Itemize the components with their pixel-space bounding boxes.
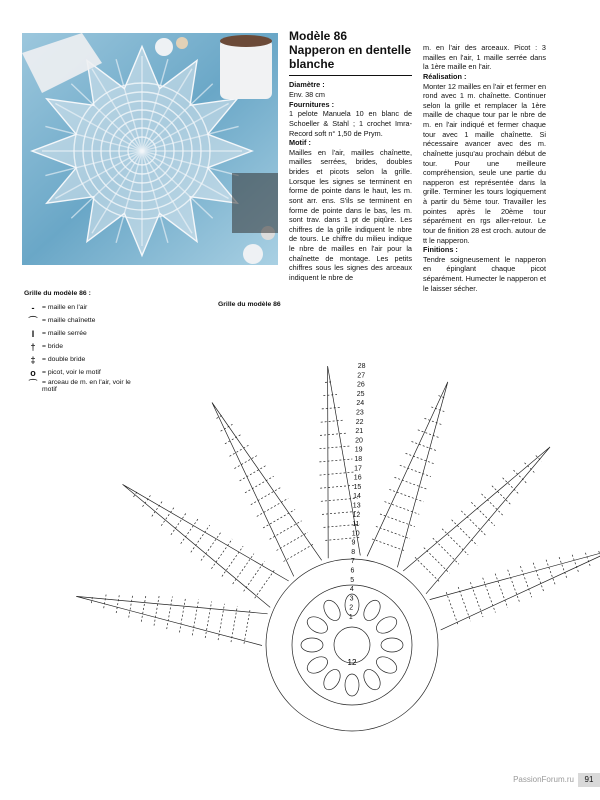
round-number: 22 <box>355 418 364 426</box>
doily-photo <box>22 33 278 265</box>
round-number: 19 <box>354 446 363 454</box>
chart-stitch-row <box>380 514 415 527</box>
chart-stitch-row <box>546 560 555 586</box>
chart-stitch-row <box>412 442 438 451</box>
page-number: 91 <box>578 773 600 787</box>
chart-stitch-row <box>233 554 254 584</box>
round-number: 27 <box>357 372 366 380</box>
legend-title: Grille du modèle 86 : <box>24 290 91 297</box>
picot-icon: o <box>30 367 36 378</box>
round-number: 18 <box>354 456 363 463</box>
round-number: 12 <box>352 511 361 519</box>
chart-stitch-row <box>446 592 458 625</box>
double-crochet-icon: † <box>30 341 36 352</box>
legend-label: = bride <box>42 343 63 350</box>
chart-stitch-row <box>415 557 440 582</box>
chart-stitch-row <box>161 507 175 526</box>
chart-stitch-row <box>322 407 341 409</box>
round-number: 17 <box>354 465 362 473</box>
paragraph: 1 pelote Manuela 10 en blanc de Schoeller & Stahl ; 1 crochet Imra-Record soft n° 1,50 de Prym. <box>289 109 412 138</box>
legend-label: = maille serrée <box>42 330 87 337</box>
chart-stitch-row <box>320 485 356 488</box>
article-column-2 <box>423 43 546 293</box>
chart-title: Grille du modèle 86 <box>218 301 281 308</box>
chart-stitch-row <box>325 382 333 383</box>
section-heading: Réalisation : <box>423 71 467 81</box>
chart-petal <box>381 638 403 652</box>
round-number: 3 <box>349 595 354 603</box>
chart-stitch-row <box>231 606 237 642</box>
chart-stitch-row <box>424 548 450 574</box>
chart-stitch-row <box>284 544 314 562</box>
round-number: 11 <box>352 521 360 529</box>
chart-stitch-row <box>244 562 265 592</box>
chart-stitch-row <box>180 598 186 633</box>
section-heading: Finitions : <box>423 245 458 255</box>
model-title: Modèle 86 <box>289 29 348 43</box>
chart-stitch-row <box>255 570 275 599</box>
round-number: 5 <box>350 576 355 584</box>
round-number: 8 <box>351 549 356 556</box>
round-number: 6 <box>350 567 355 575</box>
chart-point-section <box>403 447 550 594</box>
round-number: 13 <box>352 502 361 510</box>
round-number: 4 <box>349 586 354 594</box>
chart-stitch-row <box>129 594 133 617</box>
chart-stitch-row <box>461 511 486 536</box>
paragraph: m. en l'air des arceaux. Picot : 3 mailles en l'air, 1 maille serrée dans la 1ère maille en l'air. <box>423 43 546 72</box>
chart-stitch-row <box>585 553 590 566</box>
legend-label: = maille en l'air <box>42 304 88 311</box>
chart-stitch-row <box>492 486 511 505</box>
chart-stitch-row <box>205 602 211 638</box>
chart-petal <box>320 667 343 693</box>
round-number: 10 <box>351 530 360 538</box>
chart-stitch-row <box>439 396 447 399</box>
chart-petal <box>304 613 330 636</box>
chart-stitch-row <box>442 529 468 555</box>
round-number: 28 <box>357 363 366 371</box>
chart-petal <box>374 613 400 636</box>
paragraph: Env. 38 cm <box>289 90 325 100</box>
chart-petal <box>360 667 383 693</box>
chart-stitch-row <box>141 595 146 622</box>
round-number: 9 <box>351 539 356 547</box>
chart-stitch-row <box>320 433 347 435</box>
section-heading: Fournitures : <box>289 99 334 109</box>
chart-stitch-row <box>376 526 410 538</box>
chart-stitch-row <box>240 466 266 481</box>
single-crochet-icon: I <box>31 328 35 339</box>
round-number: 26 <box>357 381 365 389</box>
round-number: 23 <box>356 409 364 417</box>
chart-point-section <box>367 382 448 567</box>
chart-stitch-row <box>372 539 405 551</box>
chart-stitch-row <box>116 594 119 613</box>
chart-petal <box>360 597 383 623</box>
round-number: 25 <box>356 391 365 398</box>
chart-stitch-row <box>143 495 151 506</box>
paragraph: Mailles en l'air, mailles chaînette, mailles serrées, brides, doubles brides et picots selon la grille. Lorsque les signes se terminent en forme de pointe dans le haut, les m. sont arr. ens. S'ils se terminent en forme de pointe dans le bas, les m. sont trav. dans 1 pt de piqûre. Les chiffres de la grille indiquent le nbre de tours. Le chiffre du milieu indique le nbre de mailles en l'air pour la chaînette de montage. Les petits chiffres sous les signes des arceaux indiquent le nbre de <box>289 147 412 282</box>
chart-petal <box>374 653 400 676</box>
legend-label: = maille chaînette <box>42 317 96 324</box>
chain-stitch-icon: - <box>31 302 35 313</box>
round-number: 16 <box>353 474 362 482</box>
round-number: 1 <box>348 614 353 621</box>
chart-stitch-row <box>104 595 106 609</box>
chart-point-section <box>212 403 322 577</box>
chart-stitch-row <box>277 532 308 550</box>
chart-stitch-row <box>508 570 520 603</box>
chart-stitch-row <box>152 501 163 517</box>
chart-stitch-row <box>431 407 444 412</box>
treble-crochet-icon: ‡ <box>30 354 36 365</box>
chart-stitch-row <box>270 521 302 540</box>
chart-petal <box>301 638 323 652</box>
paragraph: Monter 12 mailles en l'air et fermer en rond avec 1 m. chaînette. Continuer selon la grille et remplacer la 1ère maille de chaque tour par le nbre de m. en l'air indiqué et fermer chaque tour avec 1 maille chaînette. Si nécessaire avancer avec des m. chaînette jusqu'au prochain début de tour. Pour une meilleure compréhension, seule une partie du napperon est représentée dans la grille. Terminer les tours logiquement à partir du 5ème tour. Travailler les pointes après le 20ème tour séparément en rgs aller-retour. Le tour de finition 28 est croch. autour de tt le napperon. <box>423 81 546 245</box>
chart-stitch-row <box>458 587 470 621</box>
chart-stitch-row <box>263 510 295 528</box>
chart-petal <box>320 597 343 623</box>
paragraph: Tendre soigneusement le napperon en épinglant chaque picot séparément. Humecter le napperon et le laisser sécher. <box>423 254 546 293</box>
watermark: PassionForum.ru <box>513 775 574 784</box>
model-subtitle: Napperon en dentelle blanche <box>289 44 412 77</box>
chart-stitch-row <box>319 459 352 462</box>
legend-label: = picot, voir le motif <box>42 369 101 376</box>
section-heading: Diamètre : <box>289 80 325 90</box>
chart-stitch-row <box>433 538 459 564</box>
chart-stitch-row <box>394 477 427 489</box>
chart-stitch-row <box>533 563 544 592</box>
chart-stitch-row <box>192 600 198 636</box>
chart-stitch-row <box>320 472 355 475</box>
round-number: 24 <box>356 400 365 408</box>
round-number: 15 <box>353 483 362 491</box>
crochet-chart <box>0 280 600 760</box>
center-chain-count: 12 <box>347 658 357 667</box>
round-number: 2 <box>349 604 354 612</box>
chart-stitch-row <box>320 446 350 449</box>
chart-stitch-row <box>154 596 159 626</box>
round-number: 21 <box>355 428 364 436</box>
chart-point-section <box>123 484 289 607</box>
chart-stitch-row <box>323 394 337 395</box>
chart-petal <box>304 653 330 676</box>
chart-center-ring <box>292 585 412 705</box>
chart-stitch-row <box>482 494 504 516</box>
chart-stitch-row <box>321 420 344 422</box>
slip-stitch-icon: ⌒ <box>28 316 38 326</box>
chart-stitch-row <box>406 453 435 464</box>
chart-stitch-row <box>424 418 442 425</box>
chart-stitch-row <box>418 430 440 438</box>
chart-stitch-row <box>167 597 173 630</box>
chart-petal <box>345 674 359 696</box>
chart-stitch-row <box>452 520 478 546</box>
round-number: 7 <box>350 558 355 566</box>
chart-stitch-row <box>572 555 579 573</box>
chart-point-section <box>76 596 267 645</box>
chart-stitch-row <box>222 546 243 576</box>
chart-stitch-row <box>559 557 567 579</box>
chart-stitch-row <box>91 595 92 603</box>
chart-stitch-row <box>244 609 250 644</box>
chart-stitch-row <box>211 539 232 569</box>
chart-stitch-row <box>470 582 483 617</box>
chart-stitch-row <box>471 502 494 525</box>
section-heading: Motif : <box>289 138 311 148</box>
legend-label: = arceau de m. en l'air, voir le motif <box>42 379 131 393</box>
round-number: 14 <box>353 493 361 501</box>
legend-label: = double bride <box>42 356 86 363</box>
round-number: 20 <box>355 437 363 445</box>
article-column-1 <box>289 30 412 283</box>
chain-arch-icon: ⁀ <box>29 379 37 389</box>
doily-photo-illustration <box>22 33 278 265</box>
